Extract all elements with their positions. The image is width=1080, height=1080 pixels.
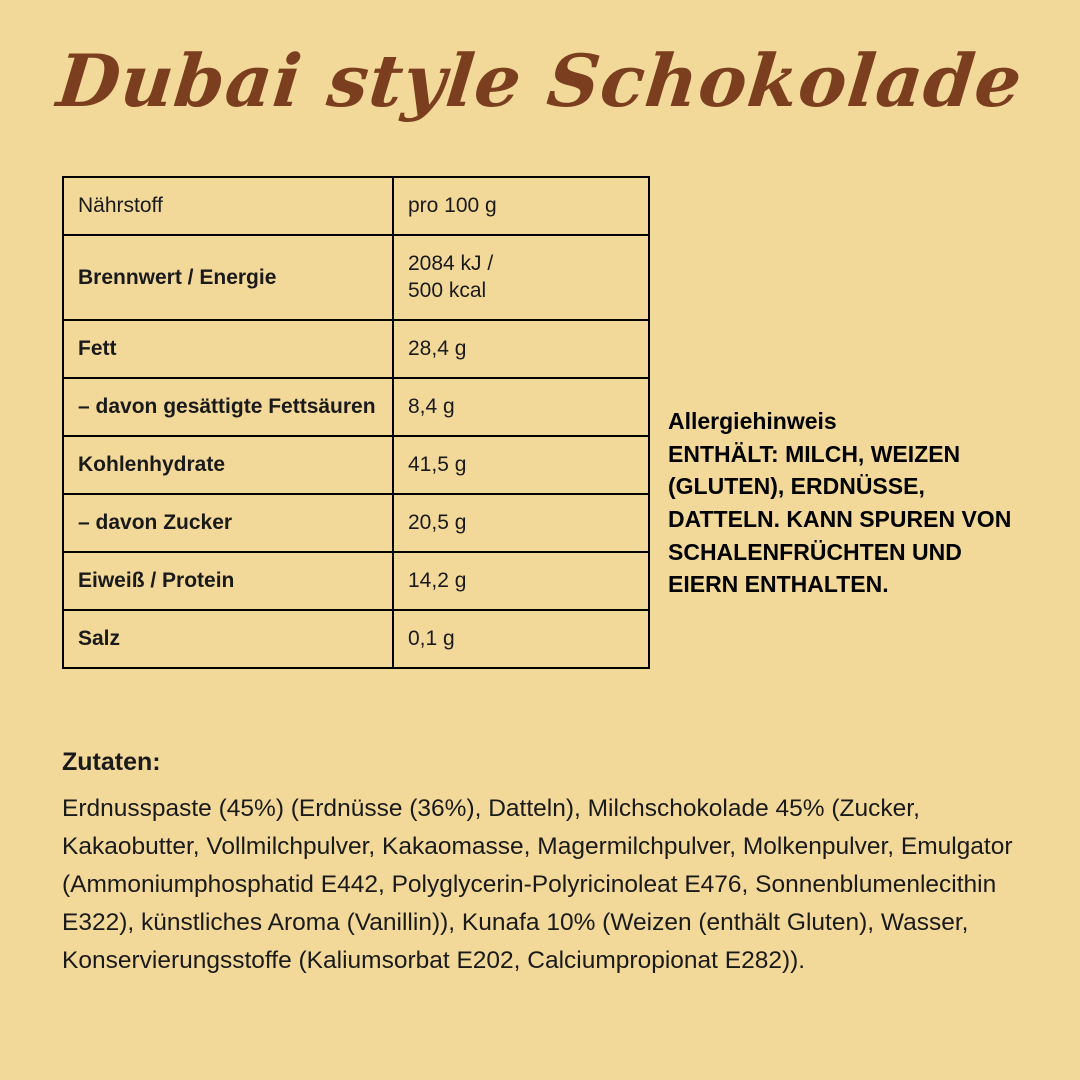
nutrient-label: Eiweiß / Protein (63, 552, 393, 610)
allergy-title: Allergiehinweis (668, 408, 837, 434)
nutrient-value: 28,4 g (393, 320, 649, 378)
nutrient-label: – davon Zucker (63, 494, 393, 552)
table-row (63, 235, 649, 320)
ingredients-heading: Zutaten: (62, 748, 161, 776)
table-header-row (63, 177, 649, 235)
table-row (63, 610, 649, 668)
allergy-body: ENTHÄLT: MILCH, WEIZEN (GLUTEN), ERDNÜSSE, DATTELN. KANN SPUREN VON SCHALENFRÜCHTEN UND EIERN ENTHALTEN. (668, 440, 1012, 598)
nutrient-label: Fett (63, 320, 393, 378)
nutrient-label: Brennwert / Energie (63, 235, 393, 320)
page-title: Dubai style Schokolade (53, 38, 1027, 123)
nutrient-value: 8,4 g (393, 378, 649, 436)
nutrition-table (62, 176, 650, 669)
nutrient-label: Kohlenhydrate (63, 436, 393, 494)
nutrient-value-line: 2084 kJ / (408, 252, 494, 275)
table-row (63, 320, 649, 378)
column-header-per-100g: pro 100 g (393, 177, 649, 235)
column-header-nutrient: Nährstoff (63, 177, 393, 235)
nutrient-value-line: 500 kcal (408, 279, 487, 303)
table-row (63, 378, 649, 436)
ingredients-text: Erdnusspaste (45%) (Erdnüsse (36%), Datteln), Milchschokolade 45% (Zucker, Kakaobutter, Vollmilchpulver, Kakaomasse, Magermilchpulver, Molkenpulver, Emulgator (Ammoniumphosphatid E442, Polyglycerin-Polyricinoleat E476, Sonnenblumenlecithin E322), künstliches Aroma (Vanillin)), Kunafa 10% (Weizen (enthält Gluten), Wasser, Konservierungsstoffe (Kaliumsorbat E202, Calciumpropionat E282)). (62, 795, 1013, 974)
nutrient-value: 14,2 g (393, 552, 649, 610)
nutrient-label: – davon gesättigte Fettsäuren (63, 378, 393, 436)
table-row (63, 552, 649, 610)
nutrient-value: 41,5 g (393, 436, 649, 494)
nutrient-value (393, 235, 649, 320)
nutrient-label: Salz (63, 610, 393, 668)
nutrient-value: 0,1 g (393, 610, 649, 668)
table-row (63, 494, 649, 552)
table-row (63, 436, 649, 494)
allergy-notice (668, 405, 1018, 601)
nutrient-value: 20,5 g (393, 494, 649, 552)
